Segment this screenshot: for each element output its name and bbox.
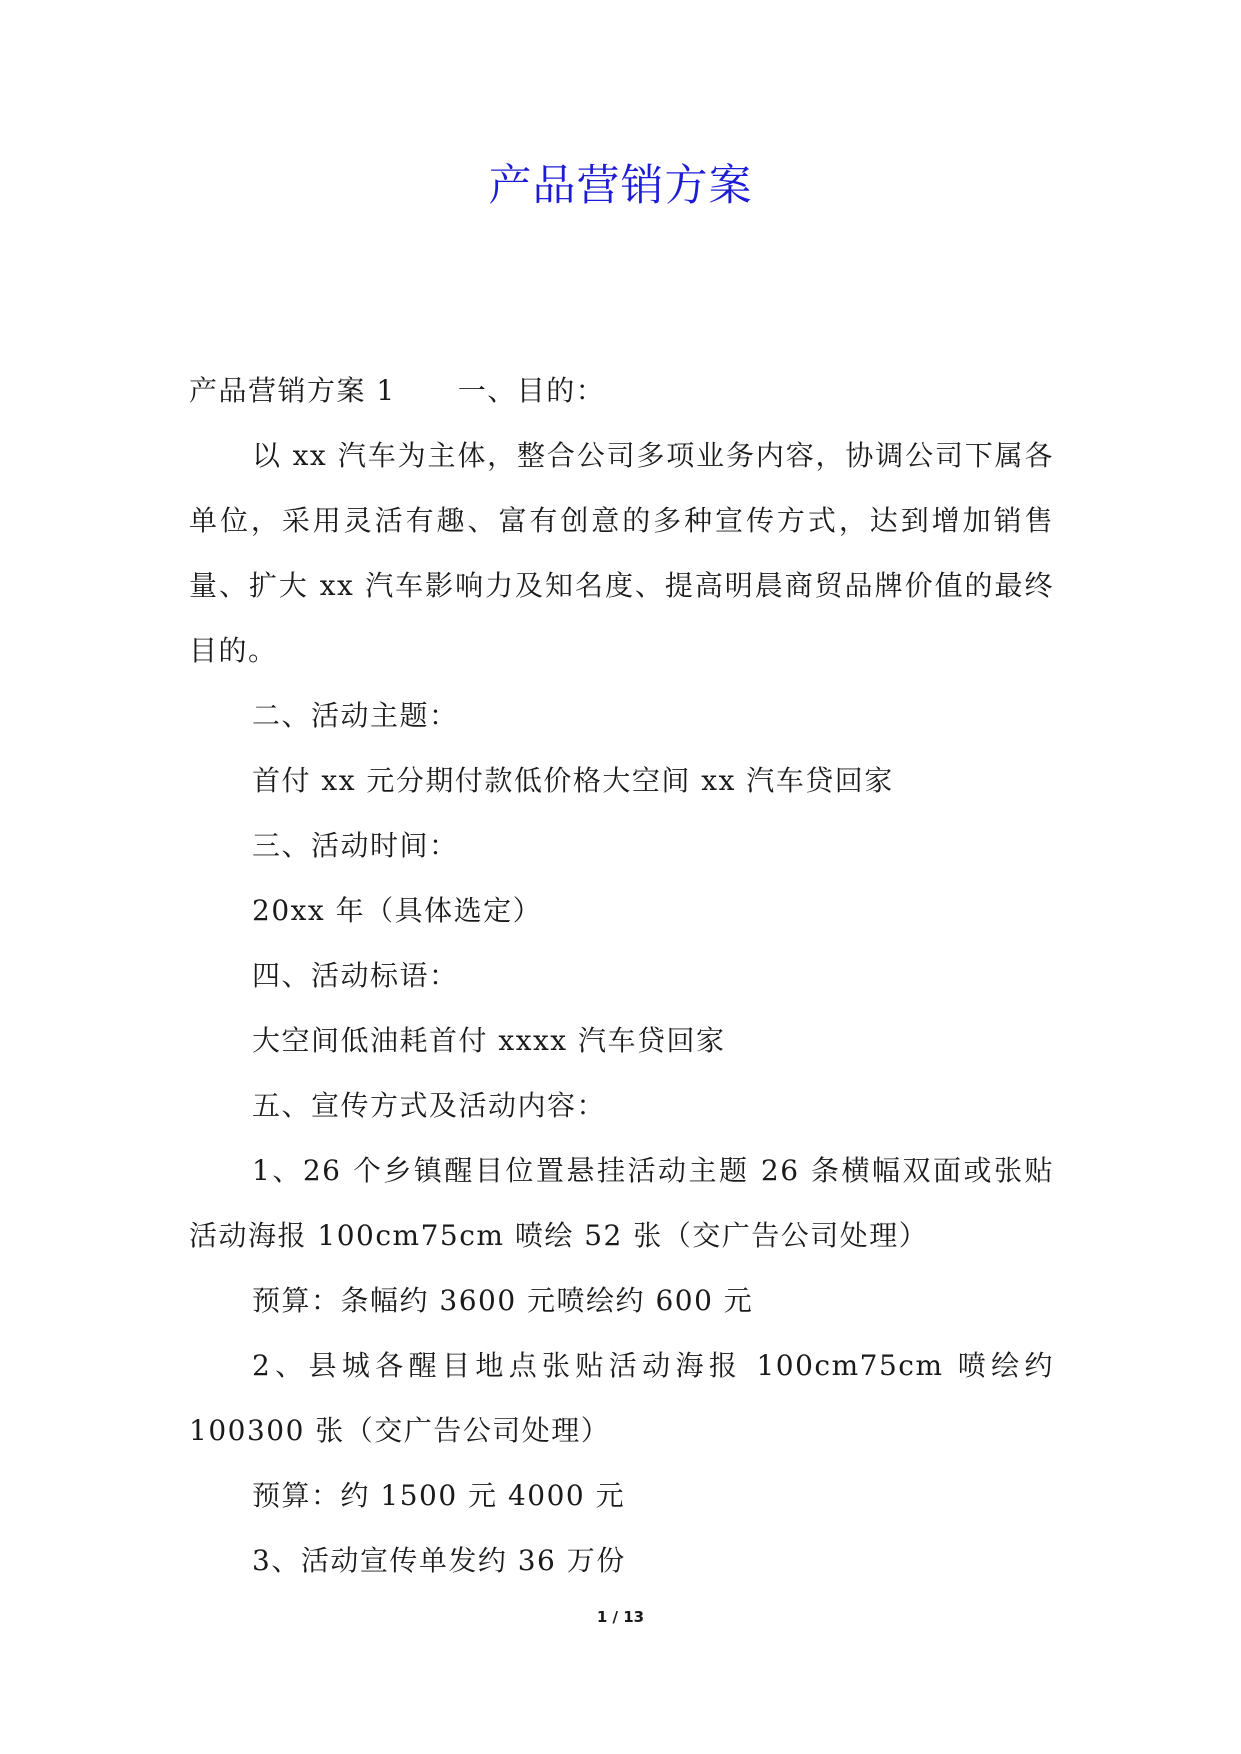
document-title: 产品营销方案 (488, 161, 753, 211)
paragraph-theme: 首付 xx 元分期付款低价格大空间 xx 汽车贷回家 (252, 764, 894, 797)
section-heading-slogan: 四、活动标语： (252, 959, 459, 992)
list-item: 3、活动宣传单发约 36 万份 (252, 1544, 626, 1577)
paragraph-purpose: 以 xx 汽车为主体，整合公司多项业务内容，协调公司下属各单位，采用灵活有趣、富有创意的多种宣传方式，达到增加销售量、扩大 xx 汽车影响力及知名度、提高明晨商贸品牌价值的最终目的。 (189, 439, 1054, 667)
section-heading-promotion: 五、宣传方式及活动内容： (252, 1089, 607, 1122)
section-heading-time: 三、活动时间： (252, 829, 459, 862)
heading-label: 产品营销方案 1 (189, 374, 396, 407)
list-item: 1、26 个乡镇醒目位置悬挂活动主题 26 条横幅双面或张贴活动海报 100cm75cm 喷绘 52 张（交广告公司处理） (189, 1154, 1054, 1252)
document-body (189, 358, 1054, 1593)
section-heading-purpose: 一、目的： (457, 374, 606, 407)
list-item: 2、县城各醒目地点张贴活动海报 100cm75cm 喷绘约 100300 张（交广告公司处理） (189, 1349, 1054, 1447)
paragraph-time: 20xx 年（具体选定） (252, 894, 543, 927)
budget-line: 预算：条幅约 3600 元喷绘约 600 元 (252, 1284, 754, 1317)
paragraph-slogan: 大空间低油耗首付 xxxx 汽车贷回家 (252, 1024, 726, 1057)
first-line (189, 358, 1054, 423)
budget-line: 预算：约 1500 元 4000 元 (252, 1479, 626, 1512)
section-heading-theme: 二、活动主题： (252, 699, 459, 732)
page-number: 1 / 13 (596, 1608, 645, 1626)
